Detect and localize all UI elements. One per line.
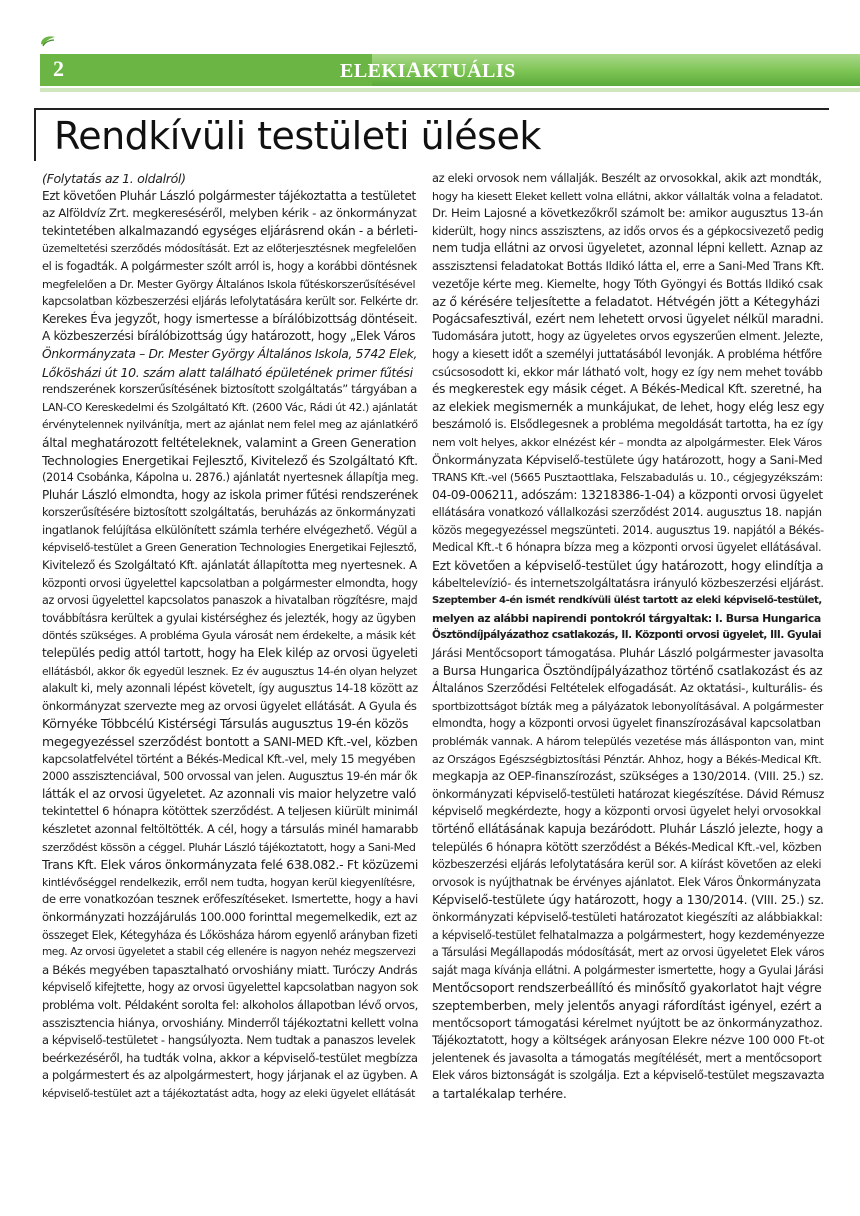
text-line: Szeptember 4-én ismét rendkívüli ülést tartott az eleki képviselő-testület, <box>432 595 822 607</box>
text-line: elmondta, hogy a központi orvosi ügyelet finanszírozásával kapcsolatban <box>432 717 821 731</box>
text-line: Pluhár László elmondta, hogy az iskola primer fűtési rendszerének <box>42 487 418 502</box>
text-line: kapcsolatban közbeszerzési eljárás lefolytatására került sor. Felkérte dr. <box>42 295 419 309</box>
text-line: az orvosi ügyelettel kapcsolatos panaszok a hivatalban rögzítésre, majd <box>42 594 418 608</box>
text-line: problémák vannak. A három település vezetése más állásponton van, mint <box>432 735 824 748</box>
text-line: rendszerének korszerűsítésének biztosított szolgáltatás” tárgyában a <box>42 382 417 397</box>
text-line: a Békés megyében tapasztalható orvoshiány miatt. Turóczy András <box>42 962 418 977</box>
text-line: Ezt követően a képviselő-testület úgy határozott, hogy elindítja a <box>432 558 824 574</box>
text-line: csúcsosodott ki, ekkor már látható volt, hogy ez így nem mehet tovább <box>432 364 823 379</box>
text-line: és megkerestek egy másik céget. A Békés-Medical Kft. szeretné, ha <box>432 382 822 397</box>
text-line: Ezt követően Pluhár László polgármester tájékoztatta a testületet <box>42 188 416 203</box>
text-line: közös megegyezéssel megszünteti. 2014. augusztus 19. napjától a Békés- <box>432 523 824 537</box>
page-header <box>40 54 860 86</box>
text-line: önkormányzati képviselő-testületi határozatot kiegészíti az alábbiakkal: <box>432 909 823 924</box>
text-line: (Folytatás az 1. oldalról) <box>42 171 186 186</box>
text-line: továbbításra kerültek a gyulai kistérséghez és jelezték, hogy az ügyben <box>42 611 416 625</box>
text-line: beszámoló is. Elsődlegesnek a probléma megoldását tartotta, ha ez így <box>432 417 824 432</box>
text-line: döntés szükséges. A probléma Gyula városát nem érdekelte, a másik két <box>42 629 416 643</box>
text-line: tekintettel 6 hónapra kötöttek szerződést. A teljesen kiürült minimál <box>42 804 418 819</box>
text-line: megegyezéssel szerződést bontott a SANI-MED Kft.-vel, közben <box>42 734 418 749</box>
text-line: melyen az alábbi napirendi pontokról tárgyaltak: I. Bursa Hungarica <box>432 611 821 625</box>
text-line: Lőkösházi út 10. szám alatt található épületének primer fűtési <box>42 364 413 380</box>
text-line: Medical Kft.-t 6 hónapra bízza meg a központi orvosi ügyelet ellátásával. <box>432 541 822 555</box>
text-line: település 6 hónapra kötött szerződést a Békés-Medical Kft.-vel, közben <box>432 839 822 854</box>
text-line: kintlévőséggel rendelkezik, erről nem tudta, hogyan kerül kiegyenlítésre, <box>42 875 416 889</box>
text-line: ingatlanok felújítása elkülönített számla terhére elvégezhető. Végül a <box>42 522 417 537</box>
brand-initial: A <box>405 57 423 82</box>
text-line: 04-09-006211, adószám: 13218386-1-04) a központi orvosi ügyelet <box>432 487 823 502</box>
text-line: Önkormányzata Képviselő-testülete úgy határozott, hogy a Sani-Med <box>432 452 823 467</box>
publication-name <box>340 57 516 83</box>
text-line: Pogácsafesztivál, ezért nem lehetett orvosi ügyelet nélkül maradni. <box>432 311 824 326</box>
text-line: a tartalékalap terhére. <box>432 1085 567 1101</box>
text-line: kiderült, hogy nincs asszisztens, az idős orvos és a gépkocsivezető pedig <box>432 224 824 238</box>
text-line: A közbeszerzési bírálóbizottság úgy határozott, hogy „Elek Város <box>42 329 416 344</box>
text-line: önkormányzat szervezte meg az orvosi ügyelet ellátását. A Gyula és <box>42 698 417 713</box>
text-line: az ő kérésére teljesítette a feladatot. Hétvégén jött a Kétegyházi <box>432 294 820 310</box>
text-line: üzemeltetési szerződés módosítását. Ezt az előterjesztésnek megfelelően <box>42 242 417 256</box>
text-line: korszerűsítésére biztosított szolgáltatás, beruházás az önkormányzati <box>42 505 416 520</box>
header-underline <box>40 88 860 92</box>
text-line: Általános Szerződési Feltételek elfogadását. Az oktatási-, kulturális- és <box>432 681 823 696</box>
text-line: Tájékoztatott, hogy a költségek arányosan Elekre nézve 100 000 Ft-ot <box>432 1033 825 1048</box>
text-line: alakult ki, mely azonnali lépést követelt, így augusztus 14-18 között az <box>42 682 418 696</box>
leaf-logo-icon <box>39 34 57 48</box>
text-line: által meghatározott feltételeknek, valamint a Green Generation <box>42 434 417 450</box>
text-line: Technologies Energetikai Fejlesztő, Kivitelező és Szolgáltató Kft. <box>42 452 418 468</box>
text-line: Tudomására jutott, hogy az ügyeletes orvos egyszerűen elment. Jelezte, <box>432 329 824 344</box>
text-line: vezetője kérte meg. Kiemelte, hogy Tóth Gyöngyi és Bottás Ildikó csak <box>432 276 823 291</box>
text-line: település pedig attól tartott, hogy ha Elek kilép az orvosi ügyeleti <box>42 646 418 661</box>
text-line: központi orvosi ügyelettel kapcsolatban a polgármester elmondta, hogy <box>42 576 418 590</box>
text-line: érvénytelennek nyilvánítja, mert az ajánlat nem felel meg az ajánlatkérő <box>42 418 418 432</box>
article-column-right <box>432 170 824 1102</box>
text-line: Kerekes Éva jegyzőt, hogy ismertesse a bírálóbizottság döntéseit. <box>42 311 418 326</box>
text-line: TRANS Kft.-vel (5665 Pusztaottlaka, Felszabadulás u. 10., cégjegyzékszám: <box>432 471 823 485</box>
text-line: Önkormányzata – Dr. Mester György Általános Iskola, 5742 Elek, <box>42 346 418 361</box>
text-line: Járási Mentőcsoport támogatása. Pluhár László polgármester javasolta <box>432 646 824 661</box>
text-line: 2000 asszisztenciával, 500 orvossal van jelen. Augusztus 19-én már ők <box>42 770 418 784</box>
text-line: a képviselő-testületet - hangsúlyozta. Nem tudtak a panaszos levelek <box>42 1033 416 1048</box>
text-line: az Alföldvíz Zrt. megkereséséről, melyben kérik - az önkormányzat <box>42 206 417 221</box>
text-line: asszisztencia hiánya, orvoshiány. Minderről tájékoztatni kellett volna <box>42 1015 419 1030</box>
text-line: Képviselő-testülete úgy határozott, hogy a 130/2014. (VIII. 25.) sz. <box>432 892 824 908</box>
text-line: Mentőcsoport rendszerbeállító és minősítő gyakorlatot hajt végre <box>432 980 822 996</box>
text-line: el is fogadták. A polgármester szólt arról is, hogy a korábbi döntésnek <box>42 258 417 273</box>
text-line: nem tudja ellátni az orvosi ügyeletet, azonnal lépni kellett. Aznap az <box>432 241 823 256</box>
text-line: sportbizottságot bízták meg a pályázatok lebonyolításával. A polgármester <box>432 699 824 713</box>
text-line: az Országos Egészségbiztosítási Pénztár. Ahhoz, hogy a Békés-Medical Kft. <box>432 752 822 766</box>
text-line: szeptemberben, mely jelentős anyagi ráfordítást igényel, ezért a <box>432 997 822 1013</box>
text-line: történő ellátásának kapuja bezáródott. Pluhár László jelezte, hogy a <box>432 821 824 836</box>
text-line: a képviselő-testület felhatalmazza a polgármestert, hogy kezdeményezze <box>432 928 825 942</box>
brand-rest: KTUÁLIS <box>422 60 516 82</box>
text-line: meg. Az orvosi ügyeletet a stabil cég ellenére is nagyon nehéz megszervezi <box>42 946 416 959</box>
text-line: Dr. Heim Lajosné a következőkről számolt be: amikor augusztus 13-án <box>432 206 824 221</box>
text-line: készletet azonnal feltöltötték. A cél, hogy a társulás minél hamarabb <box>42 821 418 836</box>
text-line: kapcsolatfelvétel történt a Békés-Medical Kft.-vel, mely 15 megyében <box>42 751 416 766</box>
text-line: szerződést kössön a céggel. Pluhár László tájékoztatott, hogy a Sani-Med <box>42 840 416 854</box>
text-line: megfelelően a Dr. Mester György Általános Iskola fűtéskorszerűsítésével <box>42 277 416 291</box>
text-line: közbeszerzési eljárás lefolytatására kerül sor. A kiírást követően az eleki <box>432 857 822 872</box>
page-number: 2 <box>53 56 64 81</box>
text-line: tekintetében alkalmazandó egységes eljárásrend okán - a bérleti- <box>42 223 418 238</box>
text-line: képviselő megkérdezte, hogy a központi orvosi ügyelet helyi orvosokkal <box>432 804 822 819</box>
text-line: mentőcsoport támogatási kérelmet nyújtott be az önkormányzathoz. <box>432 1015 823 1030</box>
text-line: de erre vonatkozóan tesznek erőfeszítéseket. Ismertette, hogy a havi <box>42 892 418 907</box>
text-line: probléma volt. Példaként sorolta fel: alkoholos állapotban lévő orvos, <box>42 997 418 1012</box>
text-line: hogy a kiesett időt a személyi juttatásából levonják. A probléma hétfőre <box>432 346 822 361</box>
text-line: kábeltelevízió- és internetszolgáltatásra irányuló közbeszerzési eljárást. <box>432 575 824 590</box>
text-line: saját maga kívánja ellátni. A polgármester ismertette, hogy a Gyulai Járási <box>432 963 824 977</box>
text-line: az elekiek megismernék a munkájukat, de lehet, hogy elég lesz egy <box>432 399 825 414</box>
text-line: Elek város biztonságát is szolgálja. Ezt a képviselő-testület megszavazta <box>432 1068 825 1083</box>
text-line: összeget Elek, Kétegyháza és Lőkösháza három egyenlő arányban fizeti <box>42 928 418 942</box>
text-line: látták el az orvosi ügyeletet. Az azonnali vis maior helyzetre való <box>42 786 416 801</box>
text-line: képviselő-testület azt a tájékoztatást adta, hogy az eleki ügyelet ellátását <box>42 1086 416 1100</box>
article-title: Rendkívüli testületi ülések <box>54 114 541 158</box>
text-line: Trans Kft. Elek város önkormányzata felé 638.082.- Ft közüzemi <box>42 857 418 873</box>
text-line: a polgármestert és az alpolgármestert, hogy járjanak el az ügyben. A <box>42 1068 418 1083</box>
text-line: nem volt helyes, akkor elnézést kér – mondta az alpolgármester. Elek Város <box>432 435 822 449</box>
text-line: Kivitelező és Szolgáltató Kft. ajánlatát állapította meg nyertesnek. A <box>42 558 417 573</box>
text-line: Környéke Többcélú Kistérségi Társulás augusztus 19-én közös <box>42 716 409 732</box>
text-line: Ösztöndíjpályázathoz csatlakozás, II. Központi orvosi ügyelet, III. Gyulai <box>432 629 822 642</box>
text-line: önkormányzati hozzájárulás 100.000 forinttal megemelkedik, ezt az <box>42 909 417 924</box>
text-line: LAN-CO Kereskedelmi és Szolgáltató Kft. (2600 Vác, Rádi út 42.) ajánlatát <box>42 400 418 414</box>
text-line: orvosok is nyújthatnak be érvényes ajánlatot. Elek Város Önkormányzata <box>432 875 821 889</box>
text-line: képviselő kifejtette, hogy az orvosi ügyelettel kapcsolatban nagyon sok <box>42 981 418 995</box>
brand-prefix: ELEKI <box>340 60 406 82</box>
article-column-left <box>42 170 418 1102</box>
text-line: hogy ha kiesett Eleket kellett volna ellátni, akkor vállalták volna a feladatot. <box>432 189 823 203</box>
text-line: asszisztensi feladatokat Bottás Ildikó látta el, erre a Sani-Med Trans Kft. <box>432 258 825 273</box>
text-line: képviselő-testület a Green Generation Technologies Energetikai Fejlesztő, <box>42 541 417 555</box>
title-frame <box>34 108 829 161</box>
text-line: megkapja az OEP-finanszírozást, szükséges a 130/2014. (VIII. 25.) sz. <box>432 769 824 784</box>
text-line: (2014 Csobánka, Kápolna u. 2876.) ajánlatát nyertesnek állapítja meg. <box>42 471 419 485</box>
text-line: az eleki orvosok nem vállalják. Beszélt az orvosokkal, akik azt mondták, <box>432 171 822 185</box>
text-line: ellátásból, akkor ők egyedül lesznek. Ez év augusztus 14-én olyan helyzet <box>42 664 418 678</box>
text-line: jelentenek és javasolta a támogatás megítélését, mert a mentőcsoport <box>432 1050 822 1065</box>
text-line: önkormányzati képviselő-testületi határozat kiegészítése. Dávid Rémusz <box>432 786 825 801</box>
text-line: ellátására vonatkozó vállalkozási szerződést 2014. augusztus 18. napján <box>432 506 822 520</box>
header-accent-block <box>40 54 372 86</box>
text-line: a Társulási Megállapodás módosítását, mert az orvosi ügyeletet Elek város <box>432 946 825 960</box>
text-line: beérkezéséről, ha tudták volna, akkor a képviselő-testület megbízza <box>42 1050 418 1065</box>
text-line: a Bursa Hungarica Ösztöndíjpályázathoz történő csatlakozást és az <box>432 663 823 678</box>
